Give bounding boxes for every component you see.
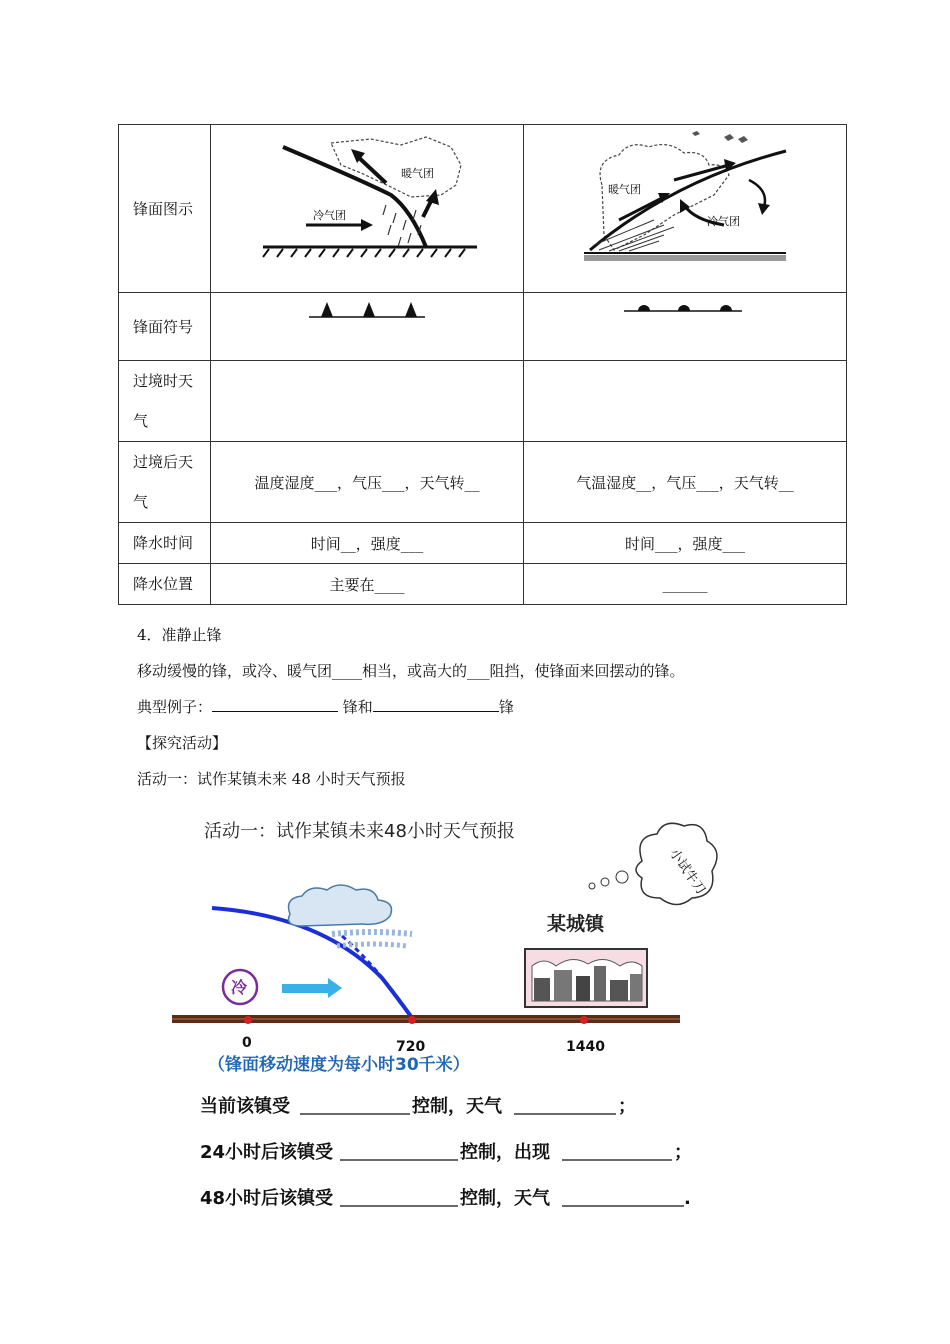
warm-weather-during-cell — [524, 361, 847, 442]
cold-front-symbol-cell — [211, 293, 524, 361]
q3-prefix: 48小时后该镇受 — [200, 1188, 334, 1209]
activity1-svg — [172, 806, 722, 1218]
row-label-weather-during-line1: 过境时天 — [133, 372, 194, 390]
cold-front-symbol — [211, 293, 523, 356]
cold-diagram-warm-label: 暖气团 — [401, 167, 434, 180]
front-comparison-table — [118, 124, 847, 605]
row-label-weather-during-line2: 气 — [133, 412, 149, 430]
q2-mid: 控制，出现 — [460, 1142, 550, 1163]
cold-weather-after-cell: 温度湿度___，气压___，天气转__ — [211, 442, 524, 523]
q1-prefix: 当前该镇受 — [200, 1096, 290, 1117]
warm-precip-position-cell: ______ — [524, 564, 847, 605]
examples-mid: 锋和 — [342, 698, 373, 716]
row-label-weather-after — [119, 442, 211, 523]
warm-precip-time-cell: 时间___，强度___ — [524, 523, 847, 564]
row-label-weather-after-line2: 气 — [133, 493, 149, 511]
warm-front-diagram-cell — [524, 125, 847, 293]
examples-prefix: 典型例子： — [137, 698, 213, 716]
warm-weather-after-cell: 气温湿度__，气压___，天气转__ — [524, 442, 847, 523]
row-label-precip-time: 降水时间 — [119, 523, 211, 564]
tick-0: 0 — [242, 1035, 252, 1051]
town-label: 某城镇 — [547, 913, 605, 935]
example-blank-2 — [373, 697, 499, 712]
cold-precip-position-cell: 主要在____ — [211, 564, 524, 605]
q2-prefix: 24小时后该镇受 — [200, 1142, 334, 1163]
explore-heading: 【探究活动】 — [137, 734, 228, 752]
warm-front-diagram — [524, 125, 846, 288]
cold-front-diagram — [211, 125, 523, 288]
q2-end: ； — [674, 1142, 692, 1163]
section4-examples — [137, 696, 514, 717]
q3-end: . — [684, 1188, 691, 1209]
tick-1440: 1440 — [566, 1039, 605, 1055]
row-label-precip-position: 降水位置 — [119, 564, 211, 605]
cold-front-diagram-cell — [211, 125, 524, 293]
activity1-heading: 活动一：试作某镇未来 48 小时天气预报 — [137, 770, 406, 788]
speed-note: （锋面移动速度为每小时30千米） — [208, 1055, 470, 1075]
row-label-front-symbol: 锋面符号 — [119, 293, 211, 361]
examples-suffix: 锋 — [498, 698, 514, 716]
row-label-front-diagram: 锋面图示 — [119, 125, 211, 293]
warm-diagram-cold-label: 冷气团 — [707, 215, 740, 228]
q1-end: ； — [618, 1096, 636, 1117]
cold-precip-time-cell: 时间__，强度___ — [211, 523, 524, 564]
row-label-weather-after-line1: 过境后天 — [133, 453, 194, 471]
warm-front-symbol — [524, 293, 846, 356]
example-blank-1 — [212, 697, 338, 712]
section4-heading: 4．准静止锋 — [137, 626, 222, 644]
section4-definition: 移动缓慢的锋，或冷、暖气团____相当，或高大的___阻挡，使锋面来回摆动的锋。 — [137, 662, 685, 680]
activity1-illustration — [172, 806, 722, 1218]
q3-mid: 控制，天气 — [460, 1188, 550, 1209]
warm-front-symbol-cell — [524, 293, 847, 361]
tick-720: 720 — [396, 1039, 426, 1055]
q1-mid: 控制，天气 — [412, 1096, 502, 1117]
cold-weather-during-cell — [211, 361, 524, 442]
row-label-weather-during — [119, 361, 211, 442]
warm-diagram-warm-label: 暖气团 — [608, 183, 641, 196]
activity-title: 活动一：试作某镇未来48小时天气预报 — [204, 821, 515, 842]
thought-cloud-text: 小试牛刀 — [665, 846, 709, 898]
cold-air-label: 冷 — [231, 978, 248, 997]
town-icon — [525, 949, 647, 1007]
cold-diagram-cold-label: 冷气团 — [313, 209, 346, 222]
